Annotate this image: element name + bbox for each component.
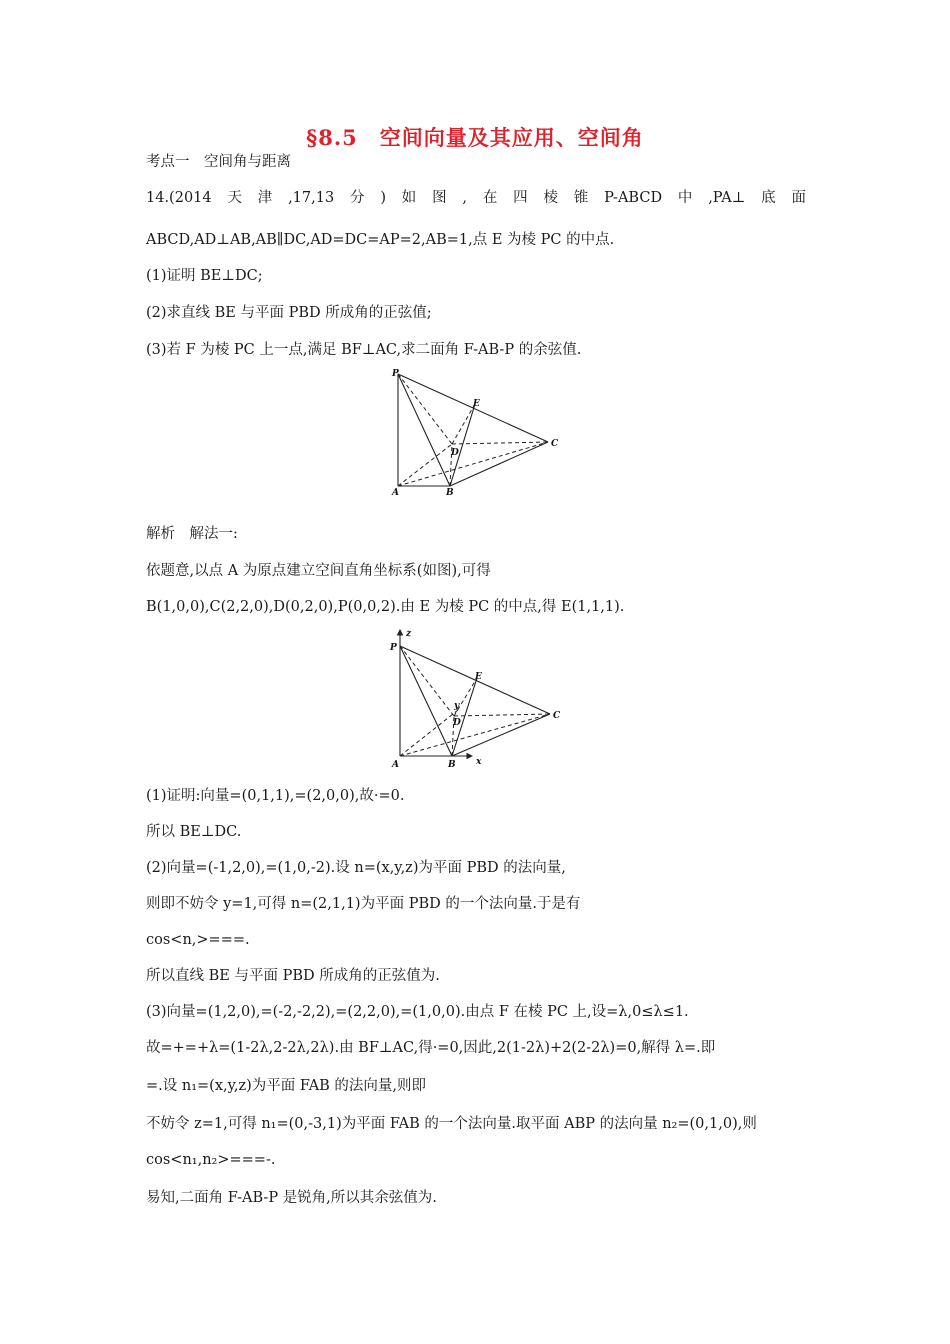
problem-line-1-token: ,17,13 [288, 190, 335, 206]
problem-line-1-token: 中 [677, 190, 693, 206]
problem-line-1 [146, 188, 806, 208]
label-d: D [453, 718, 461, 728]
problem-line-1-token: ) [380, 190, 386, 206]
section-heading: 考点一 空间角与距离 [146, 154, 291, 170]
pyramid-figure [380, 364, 570, 499]
edge-bc [450, 442, 548, 486]
problem-line-1-token: 面 [791, 190, 806, 206]
label-e: E [475, 672, 482, 682]
edge-bc [452, 714, 550, 756]
edge-pd [400, 646, 454, 716]
label-a: A [392, 488, 399, 498]
edge-pd [398, 374, 452, 444]
solution-intro-1: 依题意,以点 A 为原点建立空间直角坐标系(如图),可得 [146, 563, 491, 579]
edge-dc [454, 714, 550, 716]
label-c: C [551, 439, 559, 449]
step-8: 故=+=+λ=(1-2λ,2-2λ,2λ).由 BF⊥AC,得·=0,因此,2(1-2λ)+2(2-2λ)=0,解得 λ=.即 [146, 1040, 716, 1056]
problem-line-1-token: 14.(2014 [146, 190, 212, 206]
label-e: E [473, 399, 480, 409]
problem-line-1-token: 如 [401, 190, 417, 206]
label-z: z [406, 629, 412, 639]
label-b: B [448, 760, 456, 770]
problem-line-1-token: 棱 [543, 190, 558, 206]
problem-line-1-token: 图 [432, 190, 447, 206]
solution-header: 解析 解法一: [146, 526, 238, 542]
step-1: (1)证明:向量=(0,1,1),=(2,0,0),故·=0. [146, 788, 405, 804]
label-b: B [446, 488, 454, 498]
step-12: 易知,二面角 F-AB-P 是锐角,所以其余弦值为. [146, 1190, 437, 1206]
label-d: D [451, 448, 459, 458]
step-6: 所以直线 BE 与平面 PBD 所成角的正弦值为. [146, 968, 440, 984]
label-c: C [553, 711, 561, 721]
label-y: y [454, 701, 460, 711]
edge-ac [400, 714, 550, 756]
problem-line-1-token: 分 [350, 190, 365, 206]
problem-line-1-token: ,PA⊥ [708, 190, 746, 206]
edge-de [452, 404, 475, 444]
step-7: (3)向量=(1,2,0),=(-2,-2,2),=(2,2,0),=(1,0,0).由点 F 在棱 PC 上,设=λ,0≤λ≤1. [146, 1004, 689, 1020]
problem-line-1-token: 底 [761, 190, 776, 206]
label-p: P [390, 643, 397, 653]
step-4: 则即不妨令 y=1,可得 n=(2,1,1)为平面 PBD 的一个法向量.于是有 [146, 896, 581, 912]
problem-line-1-token: 津 [257, 190, 273, 206]
problem-line-1-token: 在 [482, 190, 498, 206]
edge-pb [400, 646, 452, 756]
question-2: (2)求直线 BE 与平面 PBD 所成角的正弦值; [146, 305, 432, 321]
step-5: cos<n,>===. [146, 932, 250, 948]
edge-be [452, 678, 477, 756]
label-x: x [476, 757, 482, 767]
problem-line-1-token: 四 [513, 190, 528, 206]
problem-line-1-token: 天 [227, 190, 242, 206]
problem-line-2: ABCD,AD⊥AB,AB∥DC,AD=DC=AP=2,AB=1,点 E 为棱 PC 的中点. [146, 232, 615, 248]
edge-be [450, 404, 475, 486]
edge-dc [452, 442, 548, 444]
label-p: P [392, 369, 399, 379]
step-9: =.设 n₁=(x,y,z)为平面 FAB 的法向量,则即 [146, 1078, 427, 1094]
question-3: (3)若 F 为棱 PC 上一点,满足 BF⊥AC,求二面角 F-AB-P 的余弦值. [146, 342, 582, 358]
step-3: (2)向量=(-1,2,0),=(1,0,-2).设 n=(x,y,z)为平面 PBD 的法向量, [146, 860, 566, 876]
step-11: cos<n₁,n₂>===-. [146, 1152, 276, 1168]
edge-ac [398, 442, 548, 486]
solution-intro-2: B(1,0,0),C(2,2,0),D(0,2,0),P(0,0,2).由 E 为棱 PC 的中点,得 E(1,1,1). [146, 599, 625, 615]
page-title: §8.5 空间向量及其应用、空间角 [306, 125, 644, 150]
coordinate-pyramid-figure [380, 626, 580, 772]
problem-line-1-token: , [462, 190, 468, 206]
step-2: 所以 BE⊥DC. [146, 824, 242, 840]
problem-line-1-token: 锥 [573, 190, 589, 206]
step-10: 不妨令 z=1,可得 n₁=(0,-3,1)为平面 FAB 的一个法向量.取平面 ABP 的法向量 n₂=(0,1,0),则 [146, 1116, 757, 1132]
edge-pb [398, 374, 450, 486]
label-a: A [392, 760, 399, 770]
question-1: (1)证明 BE⊥DC; [146, 268, 263, 284]
edge-ad [398, 444, 452, 486]
problem-line-1-token: P-ABCD [604, 190, 663, 206]
